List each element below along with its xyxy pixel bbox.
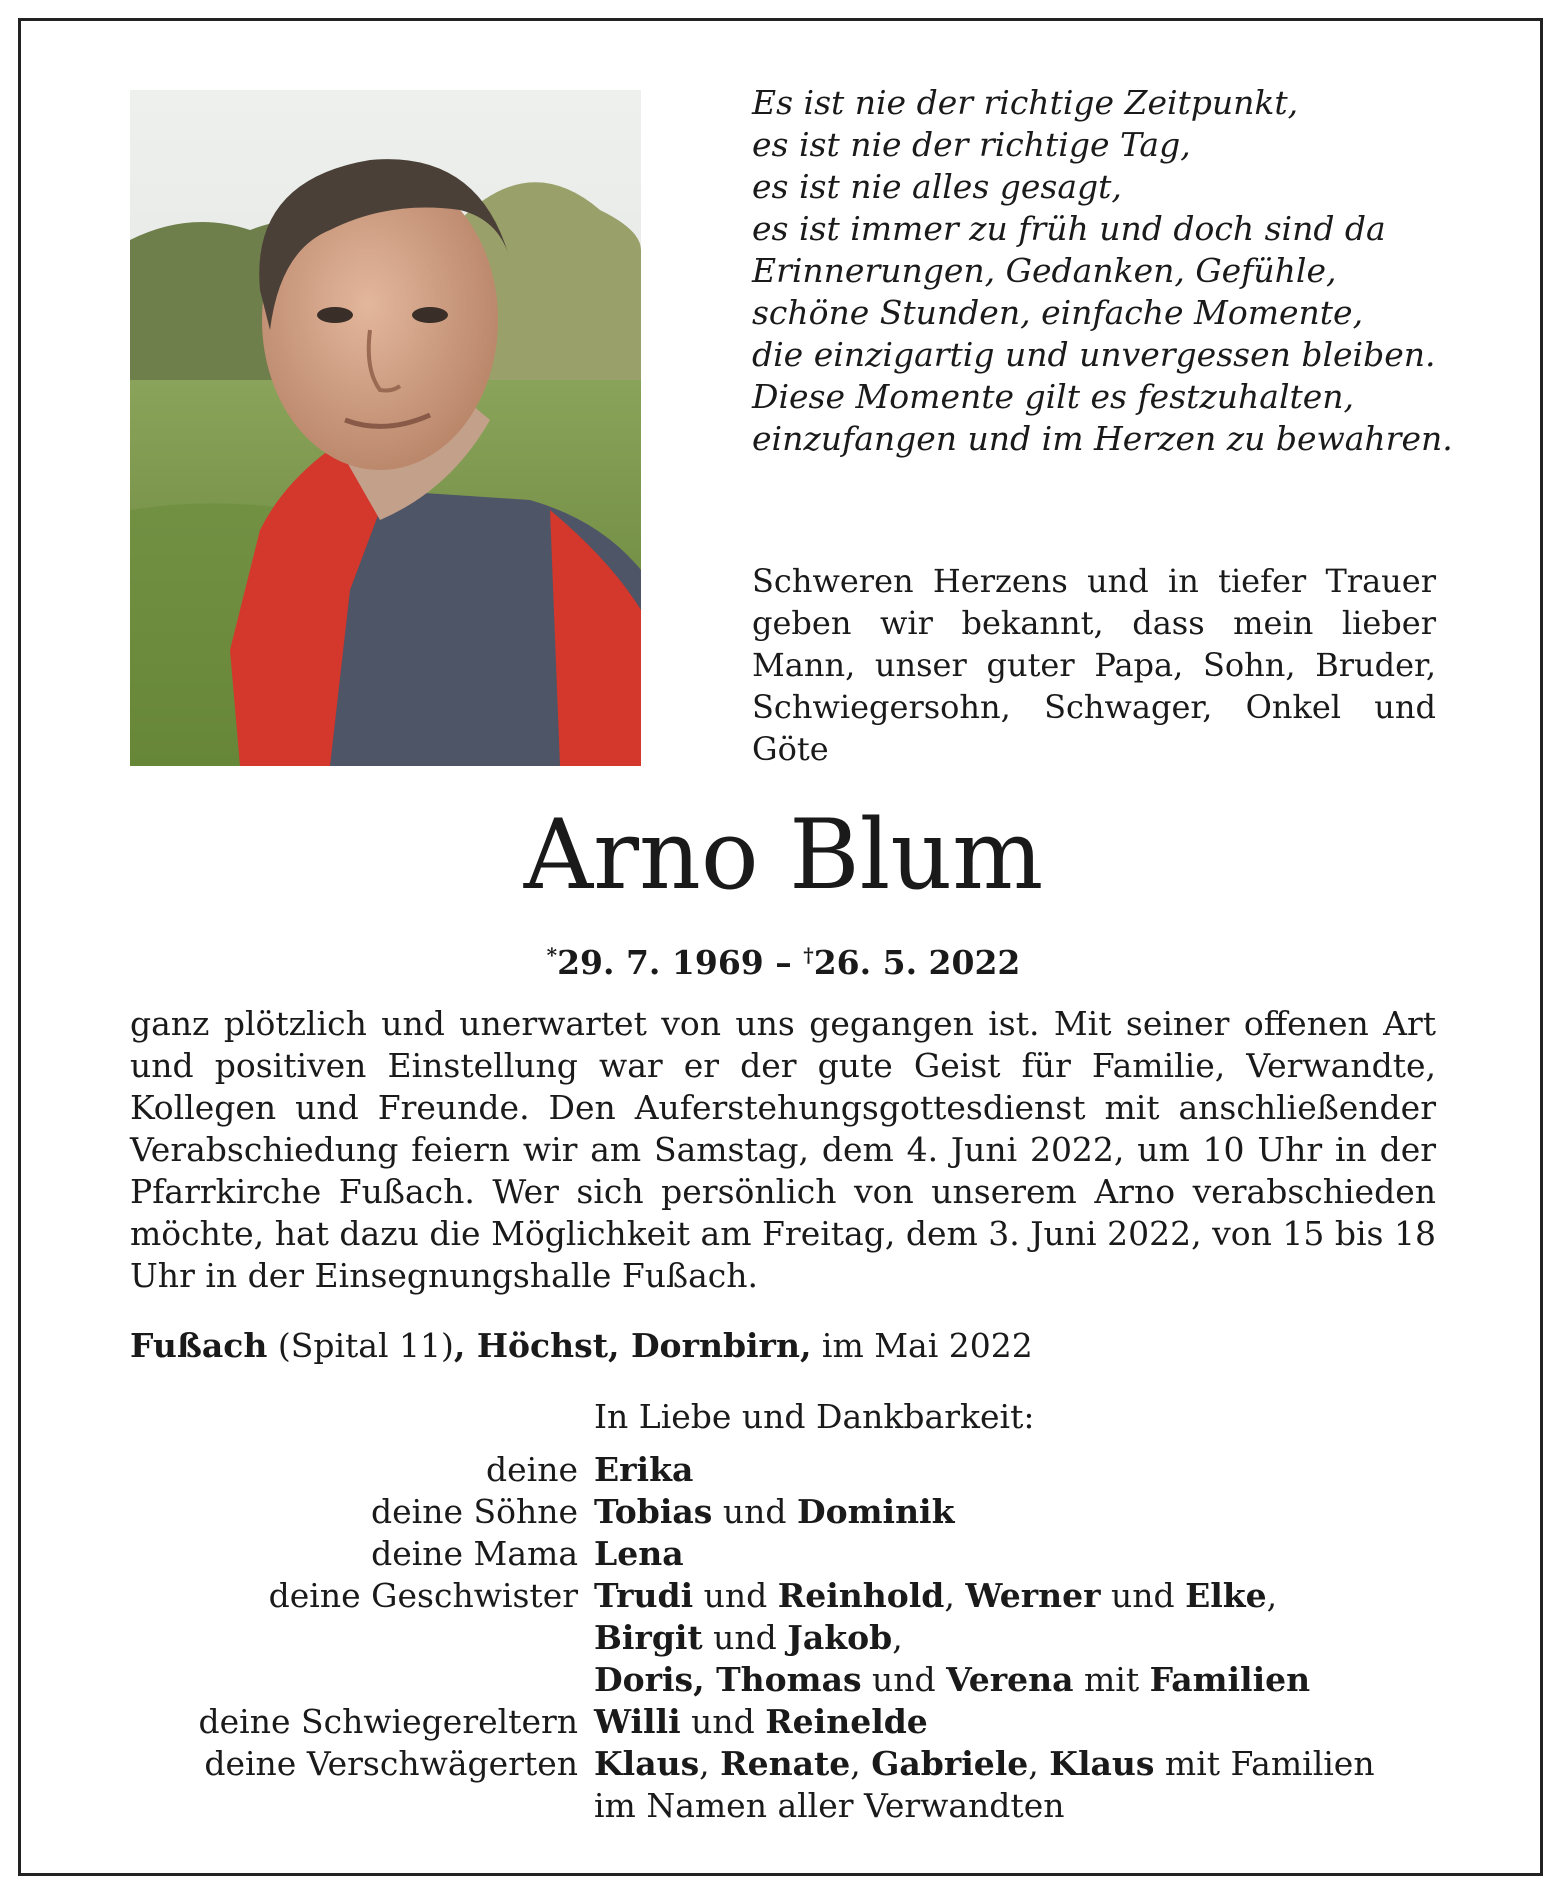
family-name-part: Jakob — [787, 1618, 893, 1657]
family-names — [594, 1491, 1480, 1533]
family-row — [130, 1743, 1480, 1785]
family-list — [130, 1449, 1480, 1827]
family-names — [594, 1785, 1480, 1827]
family-row — [130, 1449, 1480, 1491]
family-relation — [130, 1785, 594, 1827]
family-names — [594, 1743, 1480, 1785]
family-names — [594, 1617, 1480, 1659]
family-name-part: , — [892, 1618, 903, 1657]
family-relation: deine Verschwägerten — [204, 1744, 578, 1783]
thanks-line: In Liebe und Dankbarkeit: — [594, 1397, 1035, 1436]
family-name-part: Birgit — [594, 1618, 703, 1657]
announcement-intro: Schweren Herzens und in tiefer Trauer geben wir bekannt, dass mein lieber Mann, unser guter Papa, Sohn, Bruder, Schwiegersohn, Schwager, Onkel und Göte — [752, 562, 1436, 768]
family-name-part: Dominik — [796, 1492, 955, 1531]
family-name-part: Werner — [965, 1576, 1101, 1615]
memorial-poem — [752, 82, 1452, 460]
family-name-part: , — [699, 1744, 721, 1783]
family-relation: deine Schwiegereltern — [198, 1702, 578, 1741]
birth-symbol: * — [546, 943, 558, 967]
deceased-name: Arno Blum — [523, 799, 1044, 911]
poem-line: Diese Momente gilt es festzuhalten, — [752, 377, 1355, 416]
family-row — [130, 1491, 1480, 1533]
family-name-part: Reinelde — [765, 1702, 928, 1741]
family-name-part: Erika — [594, 1450, 694, 1489]
family-relation: deine Geschwister — [268, 1576, 578, 1615]
family-relation — [130, 1659, 594, 1701]
family-name-part: Willi — [594, 1702, 681, 1741]
family-name-part: Tobias — [594, 1492, 713, 1531]
poem-line: es ist nie alles gesagt, — [752, 167, 1122, 206]
family-relation — [130, 1617, 594, 1659]
family-row — [130, 1617, 1480, 1659]
poem-line: es ist immer zu früh und doch sind da — [752, 209, 1386, 248]
family-name-part: Lena — [594, 1534, 684, 1573]
family-name-part: im Namen aller Verwandten — [594, 1786, 1065, 1825]
family-name-part: Familien — [1149, 1660, 1311, 1699]
poem-line: es ist nie der richtige Tag, — [752, 125, 1191, 164]
life-dates — [0, 935, 1567, 983]
family-name-part: , — [1028, 1744, 1050, 1783]
family-relation: deine Söhne — [371, 1492, 578, 1531]
poem-line: einzufangen und im Herzen zu bewahren. — [752, 419, 1453, 458]
family-names — [594, 1659, 1480, 1701]
family-name-part: mit — [1073, 1660, 1150, 1699]
portrait-photo — [130, 90, 641, 766]
family-name-part: Verena — [946, 1660, 1074, 1699]
death-symbol: † — [803, 943, 814, 967]
family-names — [594, 1533, 1480, 1575]
family-row — [130, 1701, 1480, 1743]
family-name-part: Elke — [1185, 1576, 1267, 1615]
family-name-part: mit Familien — [1154, 1744, 1375, 1783]
family-relation: deine — [486, 1450, 578, 1489]
place-others: , Höchst, Dornbirn, — [453, 1326, 812, 1365]
family-names — [594, 1449, 1480, 1491]
place-town: Fußach — [130, 1326, 268, 1365]
place-date: im Mai 2022 — [811, 1326, 1033, 1365]
family-row — [130, 1575, 1480, 1617]
poem-line: schöne Stunden, einfache Momente, — [752, 293, 1364, 332]
family-row — [130, 1659, 1480, 1701]
birth-date: 29. 7. 1969 — [557, 943, 764, 982]
family-name-part: , — [1266, 1576, 1278, 1615]
date-separator: – — [763, 943, 804, 982]
family-name-part: Renate — [720, 1744, 851, 1783]
family-name-part: Klaus — [594, 1744, 700, 1783]
family-name-part: Reinhold — [777, 1576, 945, 1615]
poem-line: Es ist nie der richtige Zeitpunkt, — [752, 83, 1299, 122]
family-name-part: Klaus — [1049, 1744, 1155, 1783]
family-name-part: und — [712, 1492, 797, 1531]
place-and-date — [130, 1325, 1033, 1367]
obituary-body: ganz plötzlich und unerwartet von uns gegangen ist. Mit seiner offenen Art und positiven Einstellung war er der gute Geist für Familie, Verwandte, Kollegen und Freunde. Den Auferstehungsgottesdienst mit anschließender Verabschiedung feiern wir am Samstag, dem 4. Juni 2022, um 10 Uhr in der Pfarrkirche Fußach. Wer sich persönlich von unserem Arno verabschieden möchte, hat dazu die Möglichkeit am Freitag, dem 3. Juni 2022, von 15 bis 18 Uhr in der Einsegnungshalle Fußach. — [130, 1004, 1436, 1295]
family-name-part: Gabriele — [871, 1744, 1029, 1783]
family-row — [130, 1533, 1480, 1575]
family-row — [130, 1785, 1480, 1827]
family-name-part: Trudi — [594, 1576, 694, 1615]
death-date: 26. 5. 2022 — [813, 943, 1021, 982]
family-name-part: und — [693, 1576, 778, 1615]
poem-line: die einzigartig und unvergessen bleiben. — [752, 335, 1436, 374]
poem-line: Erinnerungen, Gedanken, Gefühle, — [752, 251, 1337, 290]
family-relation: deine Mama — [371, 1534, 578, 1573]
family-name-part: , — [944, 1576, 966, 1615]
family-name-part: und — [1100, 1576, 1186, 1615]
family-name-part: Doris, Thomas — [594, 1660, 862, 1699]
place-address: (Spital 11) — [267, 1326, 454, 1365]
family-names — [594, 1575, 1480, 1617]
family-name-part: , — [850, 1744, 872, 1783]
family-name-part: und — [861, 1660, 947, 1699]
family-name-part: und — [702, 1618, 788, 1657]
family-names — [594, 1701, 1480, 1743]
family-name-part: und — [680, 1702, 766, 1741]
